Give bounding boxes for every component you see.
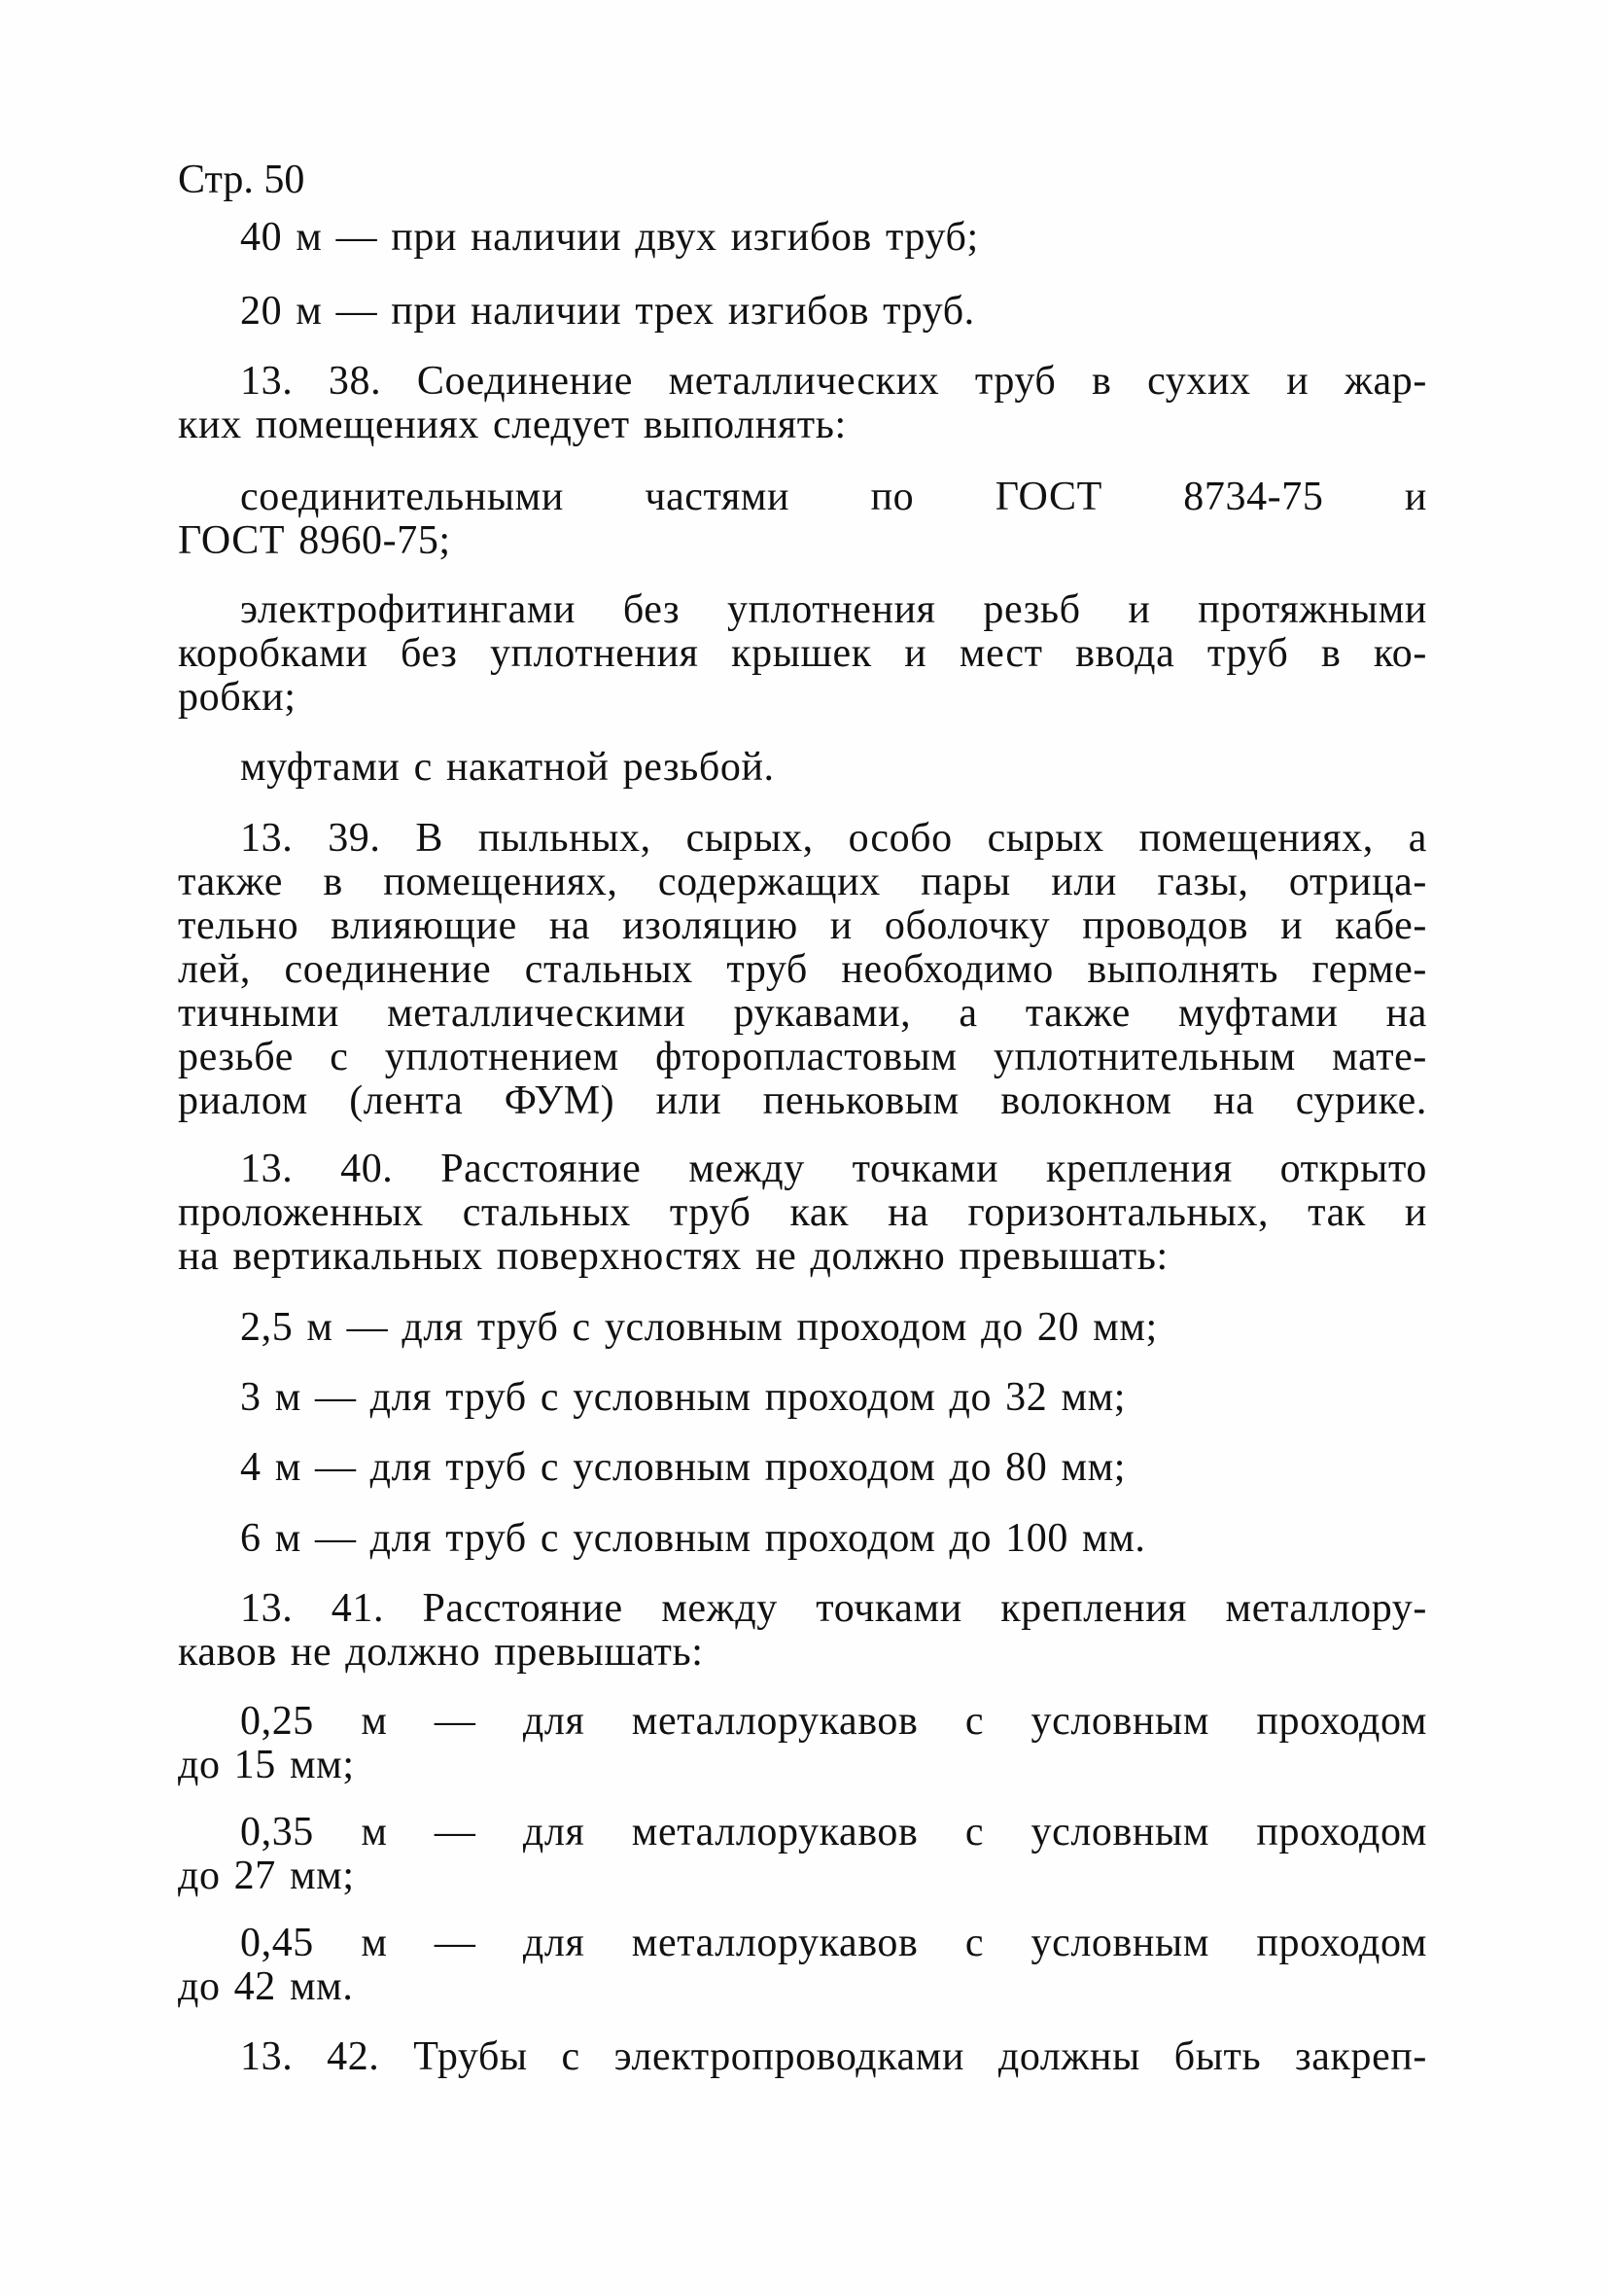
paragraph	[178, 1376, 1427, 1420]
page-number: Стр. 50	[178, 158, 305, 202]
text-line: тичными металлическими рукавами, а также муфтами на	[178, 991, 1427, 1036]
text-line: также в помещениях, содержащих пары или газы, отрица-	[178, 860, 1427, 904]
paragraph	[178, 290, 1427, 334]
paragraph	[178, 2035, 1427, 2079]
text-line: до 27 мм;	[178, 1854, 355, 1898]
text-line: 2,5 м — для труб с условным проходом до 20 мм;	[240, 1305, 1158, 1350]
text-line: 20 м — при наличии трех изгибов труб.	[240, 289, 975, 334]
text-line: тельно влияющие на изоляцию и оболочку проводов и кабе-	[178, 903, 1427, 948]
paragraph	[178, 1148, 1427, 1279]
text-line: риалом (лента ФУМ) или пеньковым волокном на сурике.	[178, 1078, 1427, 1123]
text-line: 6 м — для труб с условным проходом до 100 мм.	[240, 1516, 1146, 1561]
text-line: 0,25 м — для металлорукавов с условным проходом	[240, 1699, 1427, 1744]
paragraph	[178, 476, 1427, 563]
paragraph	[178, 1700, 1427, 1787]
text-line: 0,35 м — для металлорукавов с условным проходом	[240, 1810, 1427, 1854]
paragraph	[178, 360, 1427, 447]
text-line: 13. 41. Расстояние между точками крепления металлору-	[240, 1586, 1427, 1631]
text-line: до 42 мм.	[178, 1964, 354, 2009]
paragraph	[178, 1517, 1427, 1561]
text-line: 13. 38. Соединение металлических труб в сухих и жар-	[240, 359, 1427, 404]
paragraph	[178, 1922, 1427, 2009]
text-line: лей, соединение стальных труб необходимо выполнять герме-	[178, 947, 1427, 992]
text-line: кавов не должно превышать:	[178, 1630, 704, 1675]
text-line: резьбе с уплотнением фторопластовым уплотнительным мате-	[178, 1035, 1427, 1079]
text-line: соединительными частями по ГОСТ 8734-75 и	[240, 475, 1427, 519]
text-line: ГОСТ 8960-75;	[178, 518, 451, 563]
paragraph	[178, 1446, 1427, 1490]
text-line: электрофитингами без уплотнения резьб и протяжными	[240, 587, 1427, 632]
text-line: 13. 39. В пыльных, сырых, особо сырых помещениях, а	[240, 816, 1427, 861]
text-line: ких помещениях следует выполнять:	[178, 403, 847, 447]
paragraph	[178, 1306, 1427, 1350]
text-line: 13. 42. Трубы с электропроводками должны быть закреп-	[240, 2034, 1427, 2079]
text-line: на вертикальных поверхностях не должно превышать:	[178, 1234, 1169, 1279]
paragraph	[178, 216, 1427, 260]
text-line: муфтами с накатной резьбой.	[240, 745, 775, 790]
text-line: проложенных стальных труб как на горизонтальных, так и	[178, 1190, 1427, 1235]
text-line: робки;	[178, 675, 297, 720]
text-line: 0,45 м — для металлорукавов с условным проходом	[240, 1921, 1427, 1965]
text-line: коробками без уплотнения крышек и мест ввода труб в ко-	[178, 631, 1427, 676]
paragraph	[178, 746, 1427, 790]
paragraph	[178, 817, 1427, 1123]
text-line: 13. 40. Расстояние между точками крепления открыто	[240, 1147, 1427, 1191]
paragraph	[178, 1811, 1427, 1898]
paragraph	[178, 1587, 1427, 1675]
text-line: 3 м — для труб с условным проходом до 32 мм;	[240, 1375, 1127, 1420]
text-line: 4 м — для труб с условным проходом до 80 мм;	[240, 1445, 1127, 1490]
text-line: 40 м — при наличии двух изгибов труб;	[240, 215, 979, 260]
paragraph	[178, 588, 1427, 720]
text-line: до 15 мм;	[178, 1743, 355, 1787]
